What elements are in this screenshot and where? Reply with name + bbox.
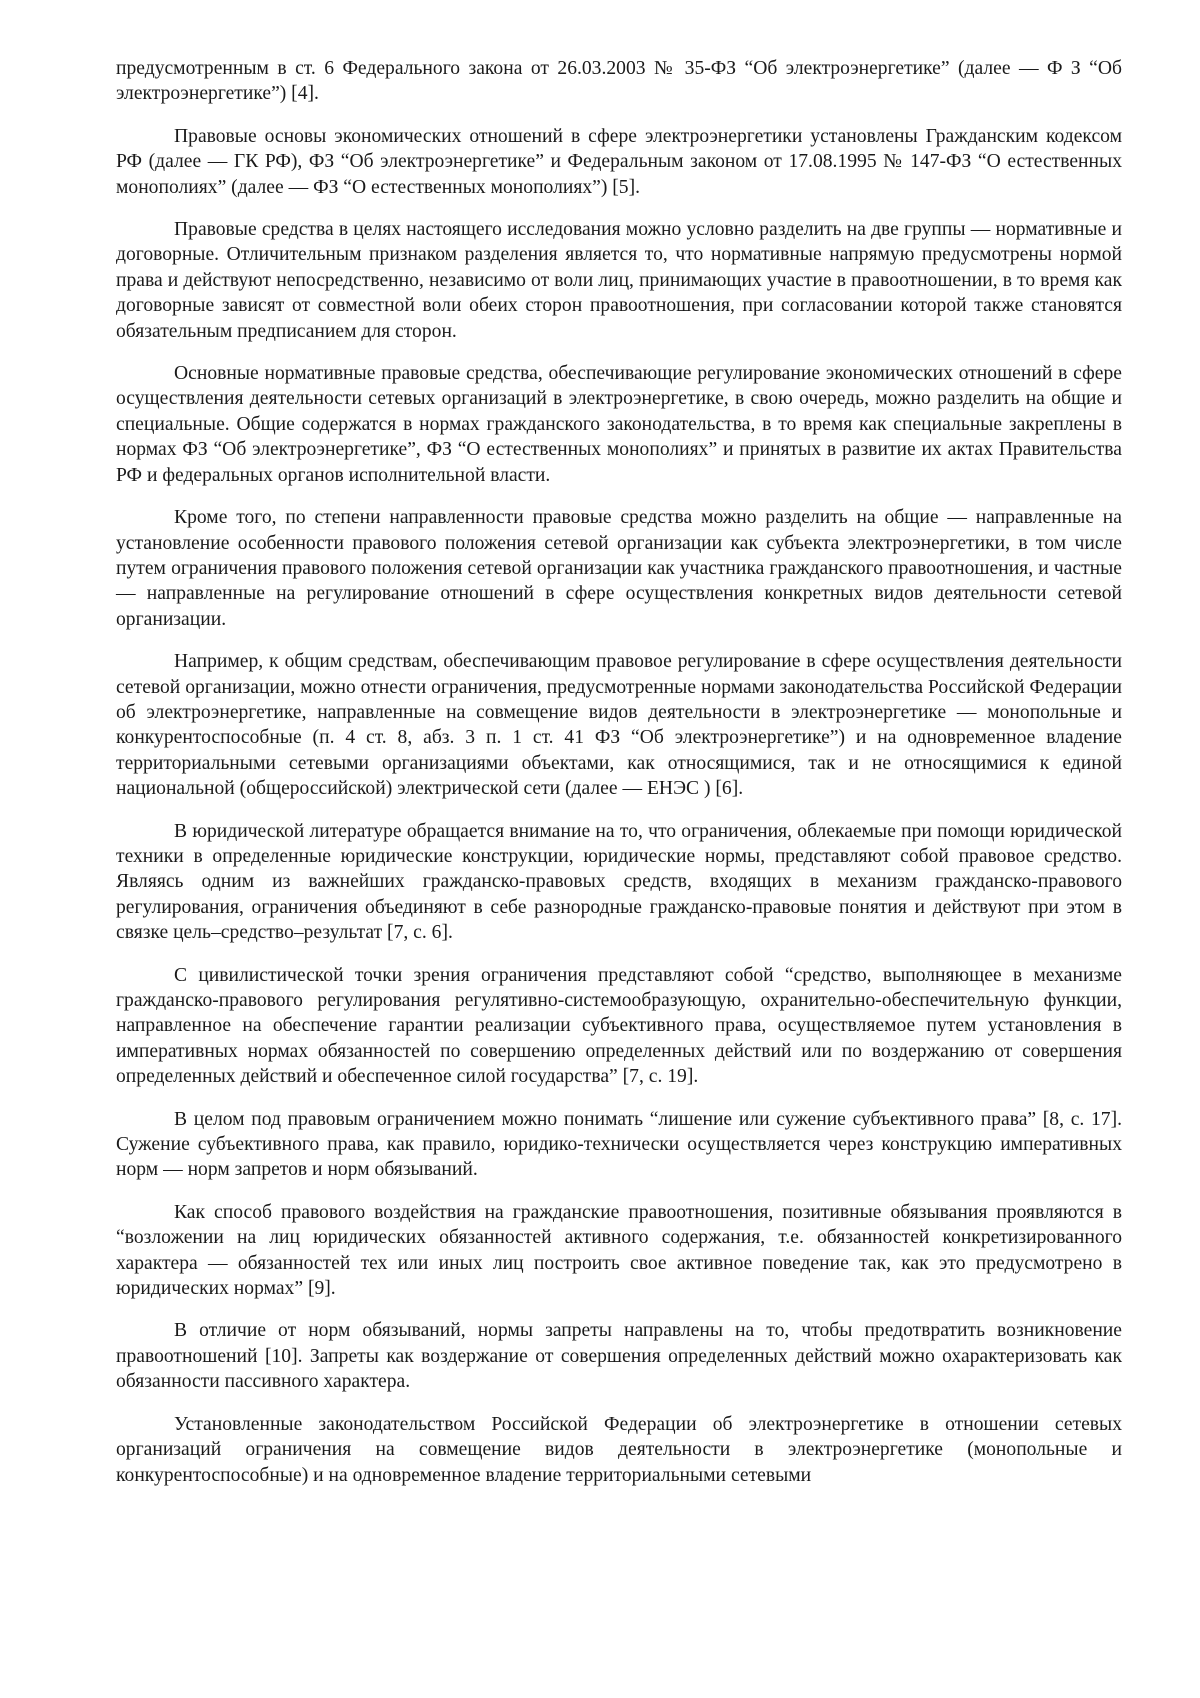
paragraph-6: Например, к общим средствам, обеспечивающим правовое регулирование в сфере осуществления деятельности сетевой организации, можно отнести ограничения, предусмотренные нормами законодательства Российской Федерации об электроэнергетике, направленные на совмещение видов деятельности в электроэнергетике — монопольные и конкурентоспособные (п. 4 ст. 8, абз. 3 п. 1 ст. 41 ФЗ “Об электроэнергетике”) и на одновременное владение территориальными сетевыми организациями объектами, как относящимися, так и не относящимися к единой национальной (общероссийской) электрической сети (далее — ЕНЭС ) [6]. (116, 651, 1122, 800)
paragraph-3: Правовые средства в целях настоящего исследования можно условно разделить на две группы — нормативные и договорные. Отличительным признаком разделения является то, что нормативные напрямую предусмотрены нормой права и действуют непосредственно, независимо от воли лиц, принимающих участие в правоотношении, в то время как договорные зависят от совместной воли обеих сторон правоотношения, при согласовании которой также становятся обязательным предписанием для сторон. (116, 219, 1122, 342)
paragraph-2: Правовые основы экономических отношений в сфере электроэнергетики установлены Гражданским кодексом РФ (далее — ГК РФ), ФЗ “Об электроэнергетике” и Федеральным законом от 17.08.1995 № 147-ФЗ “О естественных монополиях” (далее — ФЗ “О естественных монополиях”) [5]. (116, 125, 1122, 198)
paragraph-1: предусмотренным в ст. 6 Федерального закона от 26.03.2003 № 35-ФЗ “Об электроэнергетике” (далее — Ф З “Об электроэнергетике”) [4]. (116, 58, 1122, 105)
paragraph-12: Установленные законодательством Российской Федерации об электроэнергетике в отношении сетевых организаций ограничения на совмещение видов деятельности в электроэнергетике (монопольные и конкурентоспособные) и на одновременное владение территориальными сетевыми (116, 1413, 1122, 1486)
paragraph-10: Как способ правового воздействия на гражданские правоотношения, позитивные обязывания проявляются в “возложении на лиц юридических обязанностей активного содержания, т.е. обязанностей конкретизированного характера — обязанностей тех или иных лиц построить свое активное поведение так, как это предусмотрено в юридических нормах” [9]. (116, 1201, 1122, 1300)
paragraph-7: В юридической литературе обращается внимание на то, что ограничения, облекаемые при помощи юридической техники в определенные юридические конструкции, юридические нормы, представляют собой правовое средство. Являясь одним из важнейших гражданско-правовых средств, входящих в механизм гражданско-правового регулирования, ограничения объединяют в себе разнородные гражданско-правовые понятия и действуют при этом в связке цель–средство–результат [7, с. 6]. (116, 820, 1122, 944)
document-page (116, 56, 1122, 1505)
paragraph-8: С цивилистической точки зрения ограничения представляют собой “средство, выполняющее в механизме гражданско-правового регулирования регулятивно-системообразующую, охранительно-обеспечительную функции, направленное на обеспечение гарантии реализации субъективного права, осуществляемое путем установления в императивных нормах обязанностей по совершению определенных действий или по воздержанию от совершения определенных действий и обеспеченное силой государства” [7, с. 19]. (116, 964, 1122, 1088)
paragraph-4: Основные нормативные правовые средства, обеспечивающие регулирование экономических отношений в сфере осуществления деятельности сетевых организаций в электроэнергетике, в свою очередь, можно разделить на общие и специальные. Общие содержатся в нормах гражданского законодательства, в то время как специальные закреплены в нормах ФЗ “Об электроэнергетике”, ФЗ “О естественных монополиях” и принятых в развитие их актах Правительства РФ и федеральных органов исполнительной власти. (116, 363, 1122, 486)
paragraph-5: Кроме того, по степени направленности правовые средства можно разделить на общие — направленные на установление особенности правового положения сетевой организации как субъекта электроэнергетики, в том числе путем ограничения правового положения сетевой организации как участника гражданского правоотношения, и частные — направленные на регулирование отношений в сфере осуществления конкретных видов деятельности сетевой организации. (116, 507, 1122, 630)
paragraph-9: В целом под правовым ограничением можно понимать “лишение или сужение субъективного права” [8, с. 17]. Сужение субъективного права, как правило, юридико-технически осуществляется через конструкцию императивных норм — норм запретов и норм обязываний. (116, 1108, 1122, 1181)
paragraph-11: В отличие от норм обязываний, нормы запреты направлены на то, чтобы предотвратить возникновение правоотношений [10]. Запреты как воздержание от совершения определенных действий можно охарактеризовать как обязанности пассивного характера. (116, 1320, 1122, 1393)
